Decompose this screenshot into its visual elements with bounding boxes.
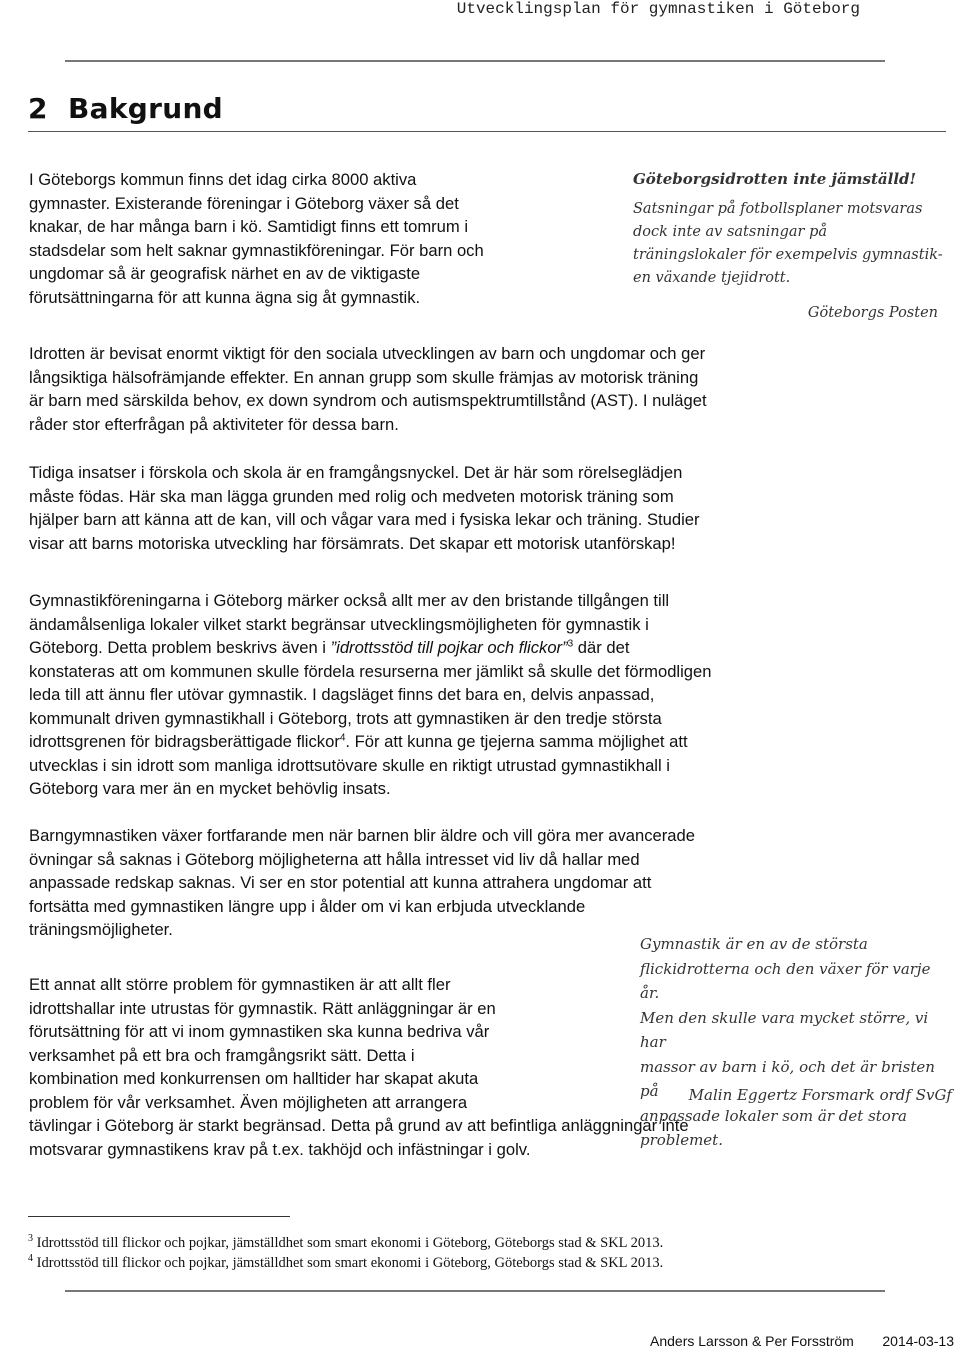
text-run: där det — [573, 638, 630, 657]
footnote-ref: 3 — [567, 638, 574, 650]
text-line — [29, 636, 711, 660]
text-line: visar att barns motoriska utveckling har försämrats. Det skapar ett motorisk utanförskap! — [29, 533, 676, 553]
text-line: förutsättningarna för att kunna ägna sig åt gymnastik. — [29, 287, 421, 307]
paragraph-intro — [29, 168, 484, 309]
footnote-ref: 4 — [339, 732, 346, 744]
footer-authors: Anders Larsson & Per Forsström — [650, 1333, 854, 1349]
text-line: I Göteborgs kommun finns det idag cirka 8000 aktiva — [29, 170, 417, 189]
footnote — [28, 1254, 663, 1273]
paragraph-social — [29, 342, 707, 436]
footnote-number: 4 — [28, 1253, 33, 1265]
text-line: utvecklas i sin idrott som manliga idrottsutövare skulle en riktigt utrustad gymnastikhall i — [29, 755, 670, 775]
text-line: är barn med särskilda behov, ex down syndrom och autismspektrumtillstånd (AST). I nuläget — [29, 391, 707, 410]
text-line: Göteborg vara mer än en mycket behövlig insats. — [29, 779, 391, 798]
text-run: Göteborg. Detta problem beskrivs även i — [29, 638, 331, 657]
footnote-text: Idrottsstöd till flickor och pojkar, jämställdhet som smart ekonomi i Göteborg, Göteborgs stad & SKL 2013. — [33, 1235, 664, 1251]
text-line: förutsättning för att vi inom gymnastiken ska kunna bedriva vår — [29, 1022, 490, 1041]
footnote-rule — [28, 1216, 290, 1217]
running-header: Utvecklingsplan för gymnastiken i Göteborg — [456, 0, 860, 18]
heading-rule — [28, 131, 946, 132]
paragraph-children-growth — [29, 824, 695, 942]
text-line: tävlingar i Göteborg är starkt begränsad. Detta på grund av att befintliga anläggningar inte — [29, 1116, 689, 1135]
text-line: leda till att ännu fler utövar gymnastik. I dagsläget finns det bara en, delvis anpassad, — [29, 685, 655, 704]
text-line: måste födas. Här ska man lägga grunden med rolig och medveten motorisk träning som — [29, 486, 674, 506]
text-line: kommunalt driven gymnastikhall i Göteborg, trots att gymnastiken är den tredje största — [29, 708, 662, 728]
paragraph-early-efforts — [29, 461, 700, 555]
footer-rule — [65, 1290, 885, 1292]
text-line: problem för vår verksamhet. Även möjligheten att arrangera — [29, 1092, 468, 1112]
text-run: idrottsgrenen för bidragsberättigade flickor — [29, 732, 340, 751]
footnote-text: Idrottsstöd till flickor och pojkar, jämställdhet som smart ekonomi i Göteborg, Göteborgs stad & SKL 2013. — [33, 1255, 664, 1271]
quote-title: Göteborgsidrotten inte jämställd! — [633, 170, 917, 188]
footnote-number: 3 — [28, 1233, 33, 1245]
text-line: ändamålsenliga lokaler vilket starkt begränsar utvecklingsmöjligheten för gymnastik i — [29, 614, 649, 634]
quote-line: Gymnastik är en av de största — [640, 935, 868, 953]
quote-line: Satsningar på fotbollsplaner motsvaras — [633, 201, 923, 217]
quote-line: flickidrotterna och den växer för varje år. — [640, 959, 931, 1002]
footnote — [28, 1234, 663, 1253]
text-line: Ett annat allt större problem för gymnastiken är att allt fler — [29, 975, 451, 994]
text-line: Barngymnastiken växer fortfarande men när barnen blir äldre och vill göra mer avancerade — [29, 826, 695, 845]
quote-line: träningslokaler för exempelvis gymnastik- — [633, 247, 943, 263]
text-line: Gymnastikföreningarna i Göteborg märker också allt mer av den bristande tillgången till — [29, 591, 670, 610]
text-line: anpassade redskap saknas. Vi ser en stor potential att kunna attrahera ungdomar att — [29, 873, 652, 892]
text-line: gymnaster. Existerande föreningar i Göteborg växer så det — [29, 193, 459, 213]
text-line — [29, 730, 711, 754]
text-line: motsvarar gymnastikens krav på t.ex. takhöjd och infästningar i golv. — [29, 1139, 531, 1159]
text-line: ungdomar så är geografisk närhet en av de viktigaste — [29, 264, 421, 283]
text-line: övningar så saknas i Göteborg möjligheterna att hålla intresset vid liv då hallar med — [29, 849, 640, 869]
section-number: 2 — [28, 92, 48, 125]
text-line: idrottshallar inte utrustas för gymnastik. Rätt anläggningar är en — [29, 998, 496, 1018]
paragraph-halls — [29, 973, 689, 1161]
quote-line: en växande tjejidrott. — [633, 270, 791, 286]
text-line: stadsdelar som helt saknar gymnastikföreningar. För barn och — [29, 240, 484, 260]
text-line: fortsätta med gymnastiken längre upp i ålder om vi kan erbjuda utvecklande — [29, 896, 586, 916]
text-line: Tidiga insatser i förskola och skola är en framgångsnyckel. Det är här som rörelseglädjen — [29, 463, 683, 482]
paragraph-facilities — [29, 589, 711, 801]
header-rule — [65, 60, 885, 62]
text-line: konstateras att om kommunen skulle fördela resurserna mer jämlikt så skulle det förmodligen — [29, 661, 712, 681]
quote-line: Men den skulle vara mycket större, vi har — [640, 1008, 929, 1051]
quote-line: dock inte av satsningar på — [633, 224, 828, 240]
text-line: långsiktiga hälsofrämjande effekter. En annan grupp som skulle främjas av motorisk träning — [29, 367, 699, 387]
quote-source: Malin Eggertz Forsmark ordf SvGf — [688, 1086, 952, 1104]
text-line: hjälper barn att känna att de kan, vill och vågar vara med i fysiska lekar och träning. Studier — [29, 510, 700, 529]
quote-source: Göteborgs Posten — [807, 305, 938, 321]
text-line: kombination med konkurrensen om halltider har skapat akuta — [29, 1069, 479, 1088]
quote-line: problemet. — [640, 1131, 723, 1149]
text-line: råder stor efterfrågan på aktiviteter för dessa barn. — [29, 414, 399, 434]
text-line: verksamhet på ett bra och framgångsrikt sätt. Detta i — [29, 1045, 415, 1065]
text-line: träningsmöjligheter. — [29, 920, 173, 939]
section-heading — [28, 92, 223, 125]
pull-quote-gp — [633, 198, 953, 290]
report-title: ”idrottsstöd till pojkar och flickor” — [330, 638, 568, 657]
footer-date: 2014-03-13 — [882, 1333, 954, 1349]
quote-line: massor av barn i kö, och det är bristen på — [640, 1057, 935, 1100]
section-title: Bakgrund — [68, 92, 224, 125]
text-line: knakar, de har många barn i kö. Samtidigt finns ett tomrum i — [29, 217, 469, 236]
quote-line: anpassade lokaler som är det stora — [640, 1106, 907, 1125]
text-line: Idrotten är bevisat enormt viktigt för den sociala utvecklingen av barn och ungdomar och ger — [29, 344, 706, 363]
text-run: . För att kunna ge tjejerna samma möjlighet att — [345, 732, 688, 751]
